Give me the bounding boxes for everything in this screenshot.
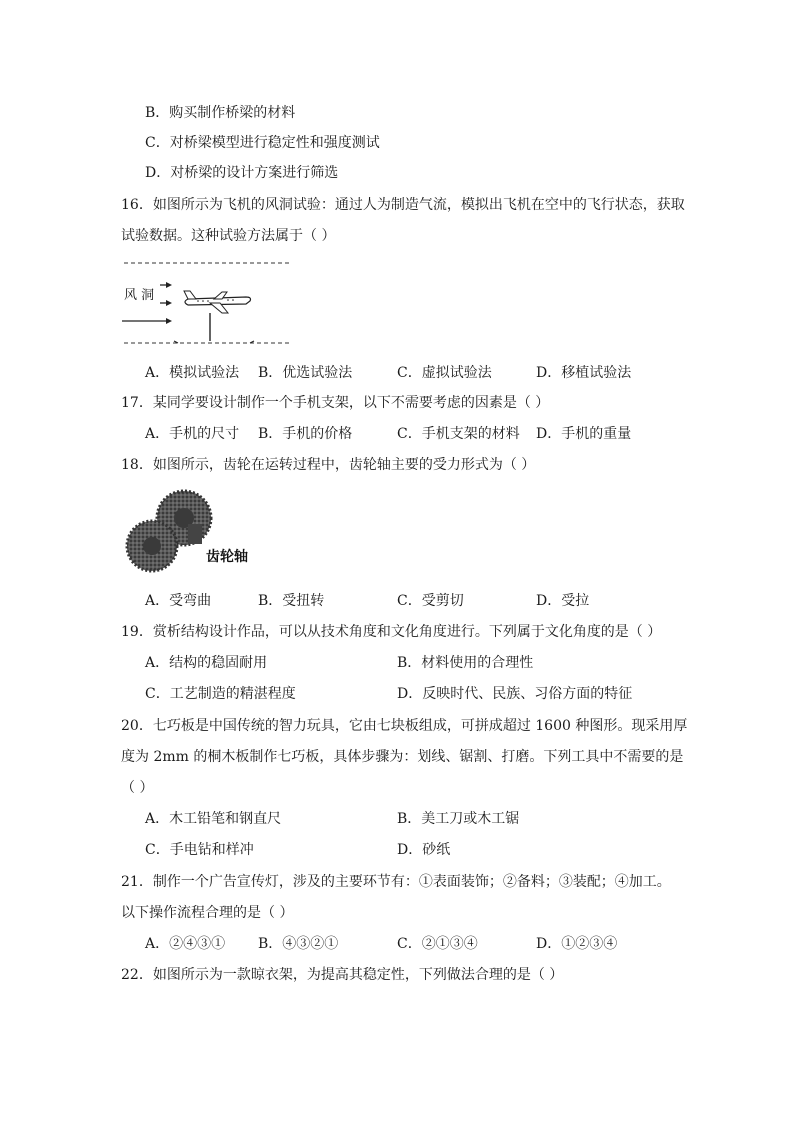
q22-stem: 22．如图所示为一款晾衣架，为提高其稳定性，下列做法合理的是（ ） [121,967,564,983]
q15-option-c: C．对桥梁模型进行稳定性和强度测试 [145,135,380,151]
q20-option-a: A．木工铅笔和钢直尺 [145,811,282,827]
q19-option-b: B．材料使用的合理性 [397,655,534,671]
q20-option-d: D．砂纸 [397,842,451,858]
q20-stem-line3: （ ） [121,780,154,796]
q21-option-b: B．④③②① [258,936,339,952]
q20-option-c: C．手电钻和样冲 [145,842,254,858]
q17-option-b: B．手机的价格 [258,426,353,442]
airplane-icon [184,291,251,313]
q20-stem-line2: 度为 2mm 的桐木板制作七巧板，具体步骤为：划线、锯割、打磨。下列工具中不需要的是 [121,749,684,765]
q15-option-d: D．对桥梁的设计方案进行筛选 [145,165,339,181]
q21-option-d: D．①②③④ [536,936,618,952]
q16-stem-line1: 16．如图所示为飞机的风洞试验：通过人为制造气流，模拟出飞机在空中的飞行状态，获取 [121,197,685,213]
q16-option-d: D．移植试验法 [536,365,632,381]
q21-stem-line1: 21．制作一个广告宣传灯，涉及的主要环节有：①表面装饰；②备料；③装配；④加工。 [121,874,671,890]
q20-stem-line1: 20．七巧板是中国传统的智力玩具，它由七块板组成，可拼成超过 1600 种图形。现采用厚 [121,718,688,734]
airflow-arrow [122,318,172,324]
q21-option-c: C．②①③④ [397,936,478,952]
q17-stem: 17．某同学要设计制作一个手机支架，以下不需要考虑的因素是（ ） [121,395,550,411]
gear-figure [122,488,262,578]
q21-stem-line2: 以下操作流程合理的是（ ） [121,905,294,921]
q15-option-b: B．购买制作桥梁的材料 [145,105,296,121]
q20-option-b: B．美工刀或木工锯 [397,811,520,827]
q18-option-a: A．受弯曲 [145,593,212,609]
wind-tunnel-figure [118,255,303,350]
q16-stem-line2: 试验数据。这种试验方法属于（ ） [121,228,336,244]
q19-stem: 19．赏析结构设计作品，可以从技术角度和文化角度进行。下列属于文化角度的是（ ） [121,624,662,640]
q18-stem: 18．如图所示，齿轮在运转过程中，齿轮轴主要的受力形式为（ ） [121,457,536,473]
q19-option-a: A．结构的稳固耐用 [145,655,268,671]
q19-option-c: C．工艺制造的精湛程度 [145,686,296,702]
q16-option-a: A．模拟试验法 [145,365,240,381]
gear-icon [127,521,177,571]
q17-option-d: D．手机的重量 [536,426,632,442]
wind-tunnel-label: 风 洞 [124,288,155,303]
q16-option-c: C．虚拟试验法 [397,365,492,381]
q18-option-d: D．受拉 [536,593,590,609]
q18-option-b: B．受扭转 [258,593,325,609]
q17-option-c: C．手机支架的材料 [397,426,520,442]
gear-shaft-label: 齿轮轴 [206,549,248,565]
q21-option-a: A．②④③① [145,936,226,952]
gear-shaft-icon [188,524,202,544]
q17-option-a: A．手机的尺寸 [145,426,240,442]
q16-option-b: B．优选试验法 [258,365,353,381]
q18-option-c: C．受剪切 [397,593,464,609]
q19-option-d: D．反映时代、民族、习俗方面的特征 [397,686,633,702]
